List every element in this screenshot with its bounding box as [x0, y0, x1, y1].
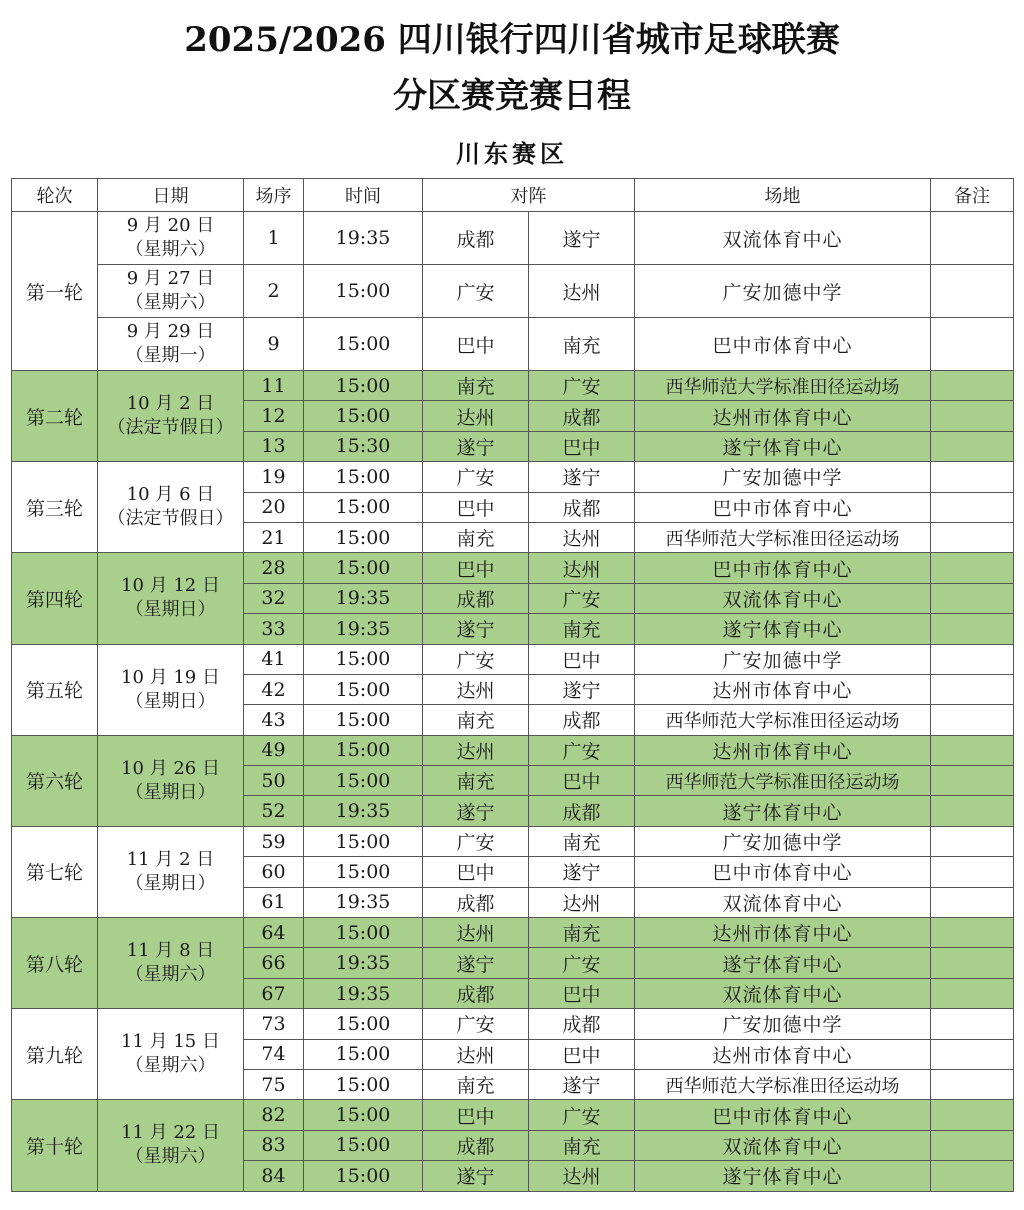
home-team: 达州 — [423, 735, 529, 765]
notes — [931, 1130, 1014, 1160]
away-team: 广安 — [529, 948, 635, 978]
round-label: 第五轮 — [12, 644, 98, 735]
date-text: 9 月 20 日 — [126, 215, 215, 236]
table-row — [12, 212, 1014, 265]
away-team: 南充 — [529, 318, 635, 371]
venue: 遂宁体育中心 — [635, 614, 931, 644]
date-cell — [98, 462, 244, 553]
away-team: 成都 — [529, 401, 635, 431]
match-no: 66 — [244, 948, 304, 978]
table-row — [12, 462, 1014, 492]
weekday-text: （星期六） — [125, 1055, 216, 1077]
venue: 双流体育中心 — [635, 212, 931, 265]
home-team: 南充 — [423, 705, 529, 735]
notes — [931, 948, 1014, 978]
venue: 广安加德中学 — [635, 265, 931, 318]
notes — [931, 522, 1014, 552]
date-cell — [98, 212, 244, 265]
date-cell — [98, 1100, 244, 1191]
home-team: 遂宁 — [423, 614, 529, 644]
notes — [931, 583, 1014, 613]
header-matchup: 对阵 — [423, 179, 635, 212]
away-team: 达州 — [529, 522, 635, 552]
home-team: 成都 — [423, 887, 529, 917]
round-label: 第四轮 — [12, 553, 98, 644]
away-team: 巴中 — [529, 766, 635, 796]
notes — [931, 318, 1014, 371]
date-text: 11 月 22 日 — [121, 1122, 220, 1144]
notes — [931, 978, 1014, 1008]
match-no: 21 — [244, 522, 304, 552]
home-team: 广安 — [423, 826, 529, 856]
date-cell — [98, 265, 244, 318]
kickoff-time: 15:00 — [304, 644, 423, 674]
table-row — [12, 318, 1014, 371]
date-text: 9 月 27 日 — [126, 268, 215, 289]
home-team: 南充 — [423, 522, 529, 552]
table-row — [12, 918, 1014, 948]
venue: 达州市体育中心 — [635, 674, 931, 704]
away-team: 广安 — [529, 735, 635, 765]
away-team: 巴中 — [529, 644, 635, 674]
notes — [931, 766, 1014, 796]
table-row — [12, 265, 1014, 318]
notes — [931, 857, 1014, 887]
home-team: 达州 — [423, 401, 529, 431]
match-no: 13 — [244, 431, 304, 461]
notes — [931, 796, 1014, 826]
home-team: 南充 — [423, 1069, 529, 1099]
home-team: 巴中 — [423, 318, 529, 371]
round-label: 第一轮 — [12, 212, 98, 371]
venue: 双流体育中心 — [635, 1130, 931, 1160]
date-text: 10 月 26 日 — [121, 757, 220, 779]
home-team: 巴中 — [423, 857, 529, 887]
weekday-text: （星期日） — [125, 599, 216, 621]
away-team: 遂宁 — [529, 857, 635, 887]
match-no: 20 — [244, 492, 304, 522]
kickoff-time: 19:35 — [304, 614, 423, 644]
home-team: 达州 — [423, 918, 529, 948]
kickoff-time: 15:00 — [304, 318, 423, 371]
home-team: 遂宁 — [423, 948, 529, 978]
match-no: 61 — [244, 887, 304, 917]
round-label: 第六轮 — [12, 735, 98, 826]
match-no: 9 — [244, 318, 304, 371]
away-team: 南充 — [529, 918, 635, 948]
away-team: 南充 — [529, 1130, 635, 1160]
round-label: 第九轮 — [12, 1009, 98, 1100]
kickoff-time: 15:00 — [304, 1161, 423, 1191]
division-heading: 川东赛区 — [456, 139, 568, 168]
match-no: 1 — [244, 212, 304, 265]
home-team: 遂宁 — [423, 796, 529, 826]
notes — [931, 826, 1014, 856]
date-cell — [98, 918, 244, 1009]
venue: 西华师范大学标准田径运动场 — [635, 705, 931, 735]
kickoff-time: 15:00 — [304, 1009, 423, 1039]
table-row — [12, 553, 1014, 583]
venue: 双流体育中心 — [635, 887, 931, 917]
away-team: 达州 — [529, 265, 635, 318]
match-no: 50 — [244, 766, 304, 796]
kickoff-time: 15:00 — [304, 265, 423, 318]
notes — [931, 735, 1014, 765]
match-no: 32 — [244, 583, 304, 613]
notes — [931, 371, 1014, 401]
kickoff-time: 15:00 — [304, 1130, 423, 1160]
match-no: 41 — [244, 644, 304, 674]
notes — [931, 462, 1014, 492]
header-row — [12, 179, 1014, 212]
match-no: 11 — [244, 371, 304, 401]
kickoff-time: 19:35 — [304, 583, 423, 613]
kickoff-time: 15:00 — [304, 522, 423, 552]
notes — [931, 212, 1014, 265]
date-text: 10 月 2 日 — [126, 393, 215, 415]
venue: 遂宁体育中心 — [635, 1161, 931, 1191]
venue: 西华师范大学标准田径运动场 — [635, 766, 931, 796]
document-subtitle: 分区赛竞赛日程 — [393, 76, 631, 116]
table-row — [12, 371, 1014, 401]
match-no: 42 — [244, 674, 304, 704]
kickoff-time: 15:00 — [304, 1039, 423, 1069]
venue: 达州市体育中心 — [635, 401, 931, 431]
away-team: 广安 — [529, 1100, 635, 1130]
round-label: 第八轮 — [12, 918, 98, 1009]
away-team: 遂宁 — [529, 1069, 635, 1099]
away-team: 广安 — [529, 371, 635, 401]
match-no: 12 — [244, 401, 304, 431]
venue: 遂宁体育中心 — [635, 431, 931, 461]
venue: 遂宁体育中心 — [635, 796, 931, 826]
home-team: 达州 — [423, 1039, 529, 1069]
away-team: 广安 — [529, 583, 635, 613]
date-text: 11 月 15 日 — [121, 1031, 220, 1053]
venue: 巴中市体育中心 — [635, 318, 931, 371]
away-team: 成都 — [529, 796, 635, 826]
weekday-text: （星期日） — [125, 690, 216, 712]
home-team: 成都 — [423, 212, 529, 265]
header-venue: 场地 — [635, 179, 931, 212]
table-row — [12, 735, 1014, 765]
match-no: 67 — [244, 978, 304, 1008]
weekday-text: （法定节假日） — [107, 508, 234, 530]
match-no: 59 — [244, 826, 304, 856]
match-no: 82 — [244, 1100, 304, 1130]
away-team: 成都 — [529, 492, 635, 522]
venue: 双流体育中心 — [635, 978, 931, 1008]
venue: 广安加德中学 — [635, 826, 931, 856]
kickoff-time: 15:00 — [304, 462, 423, 492]
date-text: 11 月 2 日 — [126, 848, 215, 870]
notes — [931, 918, 1014, 948]
date-cell — [98, 826, 244, 917]
away-team: 成都 — [529, 705, 635, 735]
date-cell — [98, 644, 244, 735]
away-team: 巴中 — [529, 1039, 635, 1069]
match-no: 28 — [244, 553, 304, 583]
home-team: 广安 — [423, 265, 529, 318]
notes — [931, 553, 1014, 583]
schedule-body — [12, 212, 1014, 1192]
home-team: 巴中 — [423, 492, 529, 522]
kickoff-time: 15:00 — [304, 826, 423, 856]
match-no: 33 — [244, 614, 304, 644]
match-no: 49 — [244, 735, 304, 765]
header-time: 时间 — [304, 179, 423, 212]
notes — [931, 401, 1014, 431]
round-label: 第三轮 — [12, 462, 98, 553]
notes — [931, 492, 1014, 522]
table-row — [12, 644, 1014, 674]
header-match-no: 场序 — [244, 179, 304, 212]
date-text: 10 月 6 日 — [126, 484, 215, 506]
weekday-text: （星期六） — [125, 292, 216, 313]
away-team: 遂宁 — [529, 212, 635, 265]
date-cell — [98, 1009, 244, 1100]
home-team: 成都 — [423, 1130, 529, 1160]
kickoff-time: 19:35 — [304, 948, 423, 978]
venue: 巴中市体育中心 — [635, 553, 931, 583]
home-team: 广安 — [423, 644, 529, 674]
weekday-text: （法定节假日） — [107, 417, 234, 439]
match-no: 73 — [244, 1009, 304, 1039]
weekday-text: （星期一） — [125, 345, 216, 366]
notes — [931, 1100, 1014, 1130]
match-no: 64 — [244, 918, 304, 948]
venue: 广安加德中学 — [635, 644, 931, 674]
venue: 双流体育中心 — [635, 583, 931, 613]
kickoff-time: 15:00 — [304, 401, 423, 431]
date-text: 10 月 12 日 — [121, 575, 220, 597]
weekday-text: （星期日） — [125, 872, 216, 894]
header-notes: 备注 — [931, 179, 1014, 212]
away-team: 成都 — [529, 1009, 635, 1039]
kickoff-time: 19:35 — [304, 887, 423, 917]
kickoff-time: 15:00 — [304, 492, 423, 522]
away-team: 达州 — [529, 1161, 635, 1191]
notes — [931, 614, 1014, 644]
table-row — [12, 1100, 1014, 1130]
notes — [931, 431, 1014, 461]
away-team: 遂宁 — [529, 674, 635, 704]
venue: 西华师范大学标准田径运动场 — [635, 522, 931, 552]
kickoff-time: 15:00 — [304, 674, 423, 704]
kickoff-time: 15:00 — [304, 918, 423, 948]
table-row — [12, 826, 1014, 856]
header-date: 日期 — [98, 179, 244, 212]
venue: 达州市体育中心 — [635, 735, 931, 765]
notes — [931, 1009, 1014, 1039]
venue: 西华师范大学标准田径运动场 — [635, 371, 931, 401]
weekday-text: （星期六） — [125, 239, 216, 260]
match-no: 43 — [244, 705, 304, 735]
weekday-text: （星期日） — [125, 781, 216, 803]
notes — [931, 1039, 1014, 1069]
venue: 巴中市体育中心 — [635, 857, 931, 887]
date-cell — [98, 318, 244, 371]
notes — [931, 265, 1014, 318]
home-team: 广安 — [423, 1009, 529, 1039]
away-team: 达州 — [529, 553, 635, 583]
home-team: 巴中 — [423, 1100, 529, 1130]
kickoff-time: 15:00 — [304, 371, 423, 401]
notes — [931, 705, 1014, 735]
kickoff-time: 19:35 — [304, 796, 423, 826]
date-text: 10 月 19 日 — [121, 666, 220, 688]
match-no: 75 — [244, 1069, 304, 1099]
document-title: 2025/2026 四川银行四川省城市足球联赛 — [184, 20, 840, 60]
home-team: 遂宁 — [423, 431, 529, 461]
kickoff-time: 15:00 — [304, 705, 423, 735]
match-no: 83 — [244, 1130, 304, 1160]
home-team: 巴中 — [423, 553, 529, 583]
date-text: 9 月 29 日 — [126, 321, 215, 342]
home-team: 广安 — [423, 462, 529, 492]
match-no: 19 — [244, 462, 304, 492]
venue: 巴中市体育中心 — [635, 1100, 931, 1130]
kickoff-time: 15:00 — [304, 766, 423, 796]
date-cell — [98, 371, 244, 462]
home-team: 成都 — [423, 978, 529, 1008]
venue: 西华师范大学标准田径运动场 — [635, 1069, 931, 1099]
away-team: 巴中 — [529, 978, 635, 1008]
notes — [931, 1161, 1014, 1191]
venue: 巴中市体育中心 — [635, 492, 931, 522]
home-team: 南充 — [423, 766, 529, 796]
kickoff-time: 19:35 — [304, 978, 423, 1008]
match-no: 60 — [244, 857, 304, 887]
notes — [931, 644, 1014, 674]
match-no: 84 — [244, 1161, 304, 1191]
match-no: 74 — [244, 1039, 304, 1069]
round-label: 第七轮 — [12, 826, 98, 917]
date-text: 11 月 8 日 — [126, 940, 215, 962]
home-team: 遂宁 — [423, 1161, 529, 1191]
match-no: 2 — [244, 265, 304, 318]
schedule-table — [11, 178, 1014, 1192]
match-no: 52 — [244, 796, 304, 826]
table-row — [12, 1009, 1014, 1039]
kickoff-time: 15:30 — [304, 431, 423, 461]
away-team: 巴中 — [529, 431, 635, 461]
round-label: 第十轮 — [12, 1100, 98, 1191]
home-team: 达州 — [423, 674, 529, 704]
header-round: 轮次 — [12, 179, 98, 212]
venue: 遂宁体育中心 — [635, 948, 931, 978]
kickoff-time: 15:00 — [304, 1069, 423, 1099]
kickoff-time: 15:00 — [304, 735, 423, 765]
kickoff-time: 15:00 — [304, 553, 423, 583]
date-cell — [98, 735, 244, 826]
away-team: 遂宁 — [529, 462, 635, 492]
weekday-text: （星期六） — [125, 964, 216, 986]
weekday-text: （星期六） — [125, 1146, 216, 1168]
home-team: 成都 — [423, 583, 529, 613]
home-team: 南充 — [423, 371, 529, 401]
venue: 达州市体育中心 — [635, 918, 931, 948]
notes — [931, 674, 1014, 704]
date-cell — [98, 553, 244, 644]
venue: 达州市体育中心 — [635, 1039, 931, 1069]
round-label: 第二轮 — [12, 371, 98, 462]
kickoff-time: 19:35 — [304, 212, 423, 265]
away-team: 达州 — [529, 887, 635, 917]
notes — [931, 1069, 1014, 1099]
venue: 广安加德中学 — [635, 1009, 931, 1039]
away-team: 南充 — [529, 826, 635, 856]
venue: 广安加德中学 — [635, 462, 931, 492]
kickoff-time: 15:00 — [304, 1100, 423, 1130]
away-team: 南充 — [529, 614, 635, 644]
notes — [931, 887, 1014, 917]
kickoff-time: 15:00 — [304, 857, 423, 887]
